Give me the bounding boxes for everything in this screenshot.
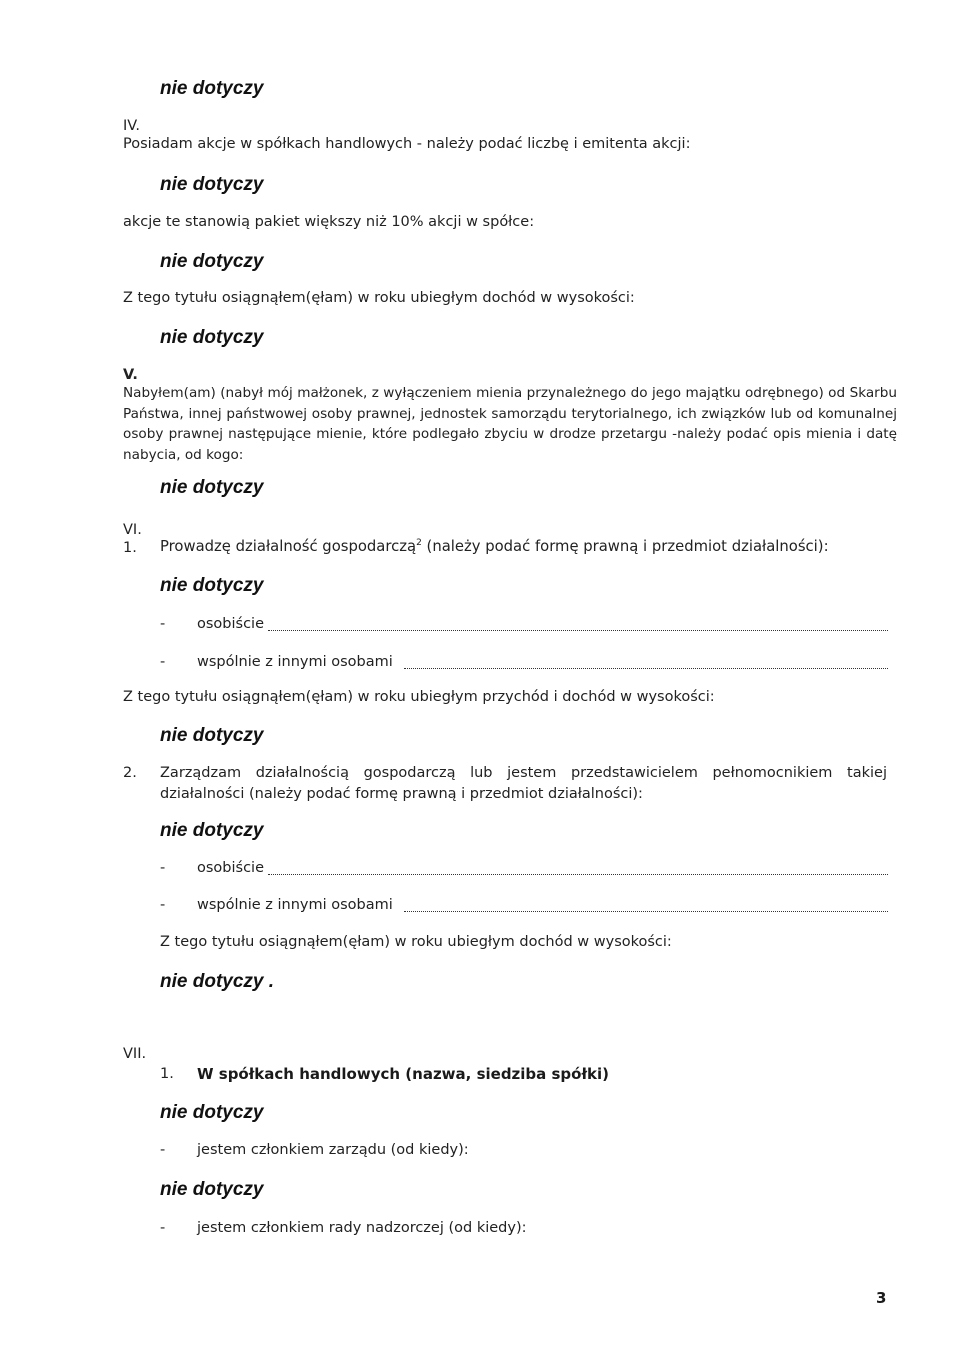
jointly-fill-line-2	[404, 911, 888, 912]
section-vi-item2-number: 2.	[123, 765, 137, 781]
jointly-label-2: wspólnie z innymi osobami	[197, 897, 393, 913]
section-vi-item2-text: Zarządzam działalnością gospodarczą lub jestem przedstawicielem pełnomocnikiem takiej działalności (należy podać formę prawną i przedmiot działalności):	[160, 765, 887, 802]
section-iv-number: IV.	[123, 118, 140, 134]
dash-jointly-1: -	[160, 654, 166, 670]
section-vi-number: VI.	[123, 522, 142, 538]
not-applicable-vi-2: nie dotyczy	[160, 820, 264, 841]
not-applicable-iv-package: nie dotyczy	[160, 251, 264, 272]
section-vii-number: VII.	[123, 1046, 147, 1062]
not-applicable-iv-shares: nie dotyczy	[160, 174, 264, 195]
not-applicable-vi-2-income: nie dotyczy .	[160, 971, 275, 992]
section-vii-item1-text: W spółkach handlowych (nazwa, siedziba spółki)	[197, 1065, 610, 1083]
personally-fill-line-1	[268, 630, 888, 631]
section-iv-package-text: akcje te stanowią pakiet większy niż 10% akcji w spółce:	[123, 214, 535, 230]
section-iv-income-text: Z tego tytułu osiągnąłem(ęłam) w roku ubiegłym dochód w wysokości:	[123, 290, 635, 306]
section-vi-item1-number: 1.	[123, 540, 137, 556]
section-v-number: V.	[123, 367, 138, 383]
jointly-label-1: wspólnie z innymi osobami	[197, 654, 393, 670]
section-vi-item1-text-b: (należy podać formę prawną i przedmiot działalności):	[421, 538, 829, 555]
section-vii-item1-number: 1.	[160, 1066, 174, 1082]
page-number: 3	[876, 1289, 887, 1307]
section-vii-supervisory-text: jestem członkiem rady nadzorczej (od kiedy):	[197, 1220, 527, 1236]
jointly-fill-line-1	[404, 668, 888, 669]
not-applicable-top: nie dotyczy	[160, 78, 264, 99]
section-vi-item2-income-text: Z tego tytułu osiągnąłem(ęłam) w roku ubiegłym dochód w wysokości:	[160, 934, 672, 950]
dash-jointly-2: -	[160, 897, 166, 913]
dash-personally-2: -	[160, 860, 166, 876]
personally-label-2: osobiście	[197, 860, 265, 876]
not-applicable-v: nie dotyczy	[160, 477, 264, 498]
footnote-marker: 2	[416, 538, 422, 549]
dash-board: -	[160, 1142, 166, 1158]
section-vi-revenue-text: Z tego tytułu osiągnąłem(ęłam) w roku ubiegłym przychód i dochód w wysokości:	[123, 689, 715, 705]
not-applicable-iv-income: nie dotyczy	[160, 327, 264, 348]
not-applicable-vii-board: nie dotyczy	[160, 1179, 264, 1200]
not-applicable-vi-revenue: nie dotyczy	[160, 725, 264, 746]
section-vi-item1-text-a: Prowadzę działalność gospodarczą	[160, 538, 417, 555]
personally-label-1: osobiście	[197, 616, 265, 632]
dash-personally-1: -	[160, 616, 166, 632]
not-applicable-vi-1: nie dotyczy	[160, 575, 264, 596]
section-v-paragraph: Nabyłem(am) (nabył mój małżonek, z wyłączeniem mienia przynależnego do jego majątku odrębnego) od Skarbu Państwa, innej państwowej osoby prawnej, jednostek samorządu terytorialnego, ich związków lub od komunalnej osoby prawnej następujące mienie, które podlegało zbyciu w drodze przetargu -należy podać opis mienia i datę nabycia, od kogo:	[123, 385, 897, 463]
personally-fill-line-2	[268, 874, 888, 875]
dash-supervisory: -	[160, 1220, 166, 1236]
not-applicable-vii-1: nie dotyczy	[160, 1102, 264, 1123]
section-iv-shares-text: Posiadam akcje w spółkach handlowych - należy podać liczbę i emitenta akcji:	[123, 136, 691, 152]
section-vii-board-text: jestem członkiem zarządu (od kiedy):	[197, 1142, 469, 1158]
section-vi-item1-text	[160, 538, 829, 555]
